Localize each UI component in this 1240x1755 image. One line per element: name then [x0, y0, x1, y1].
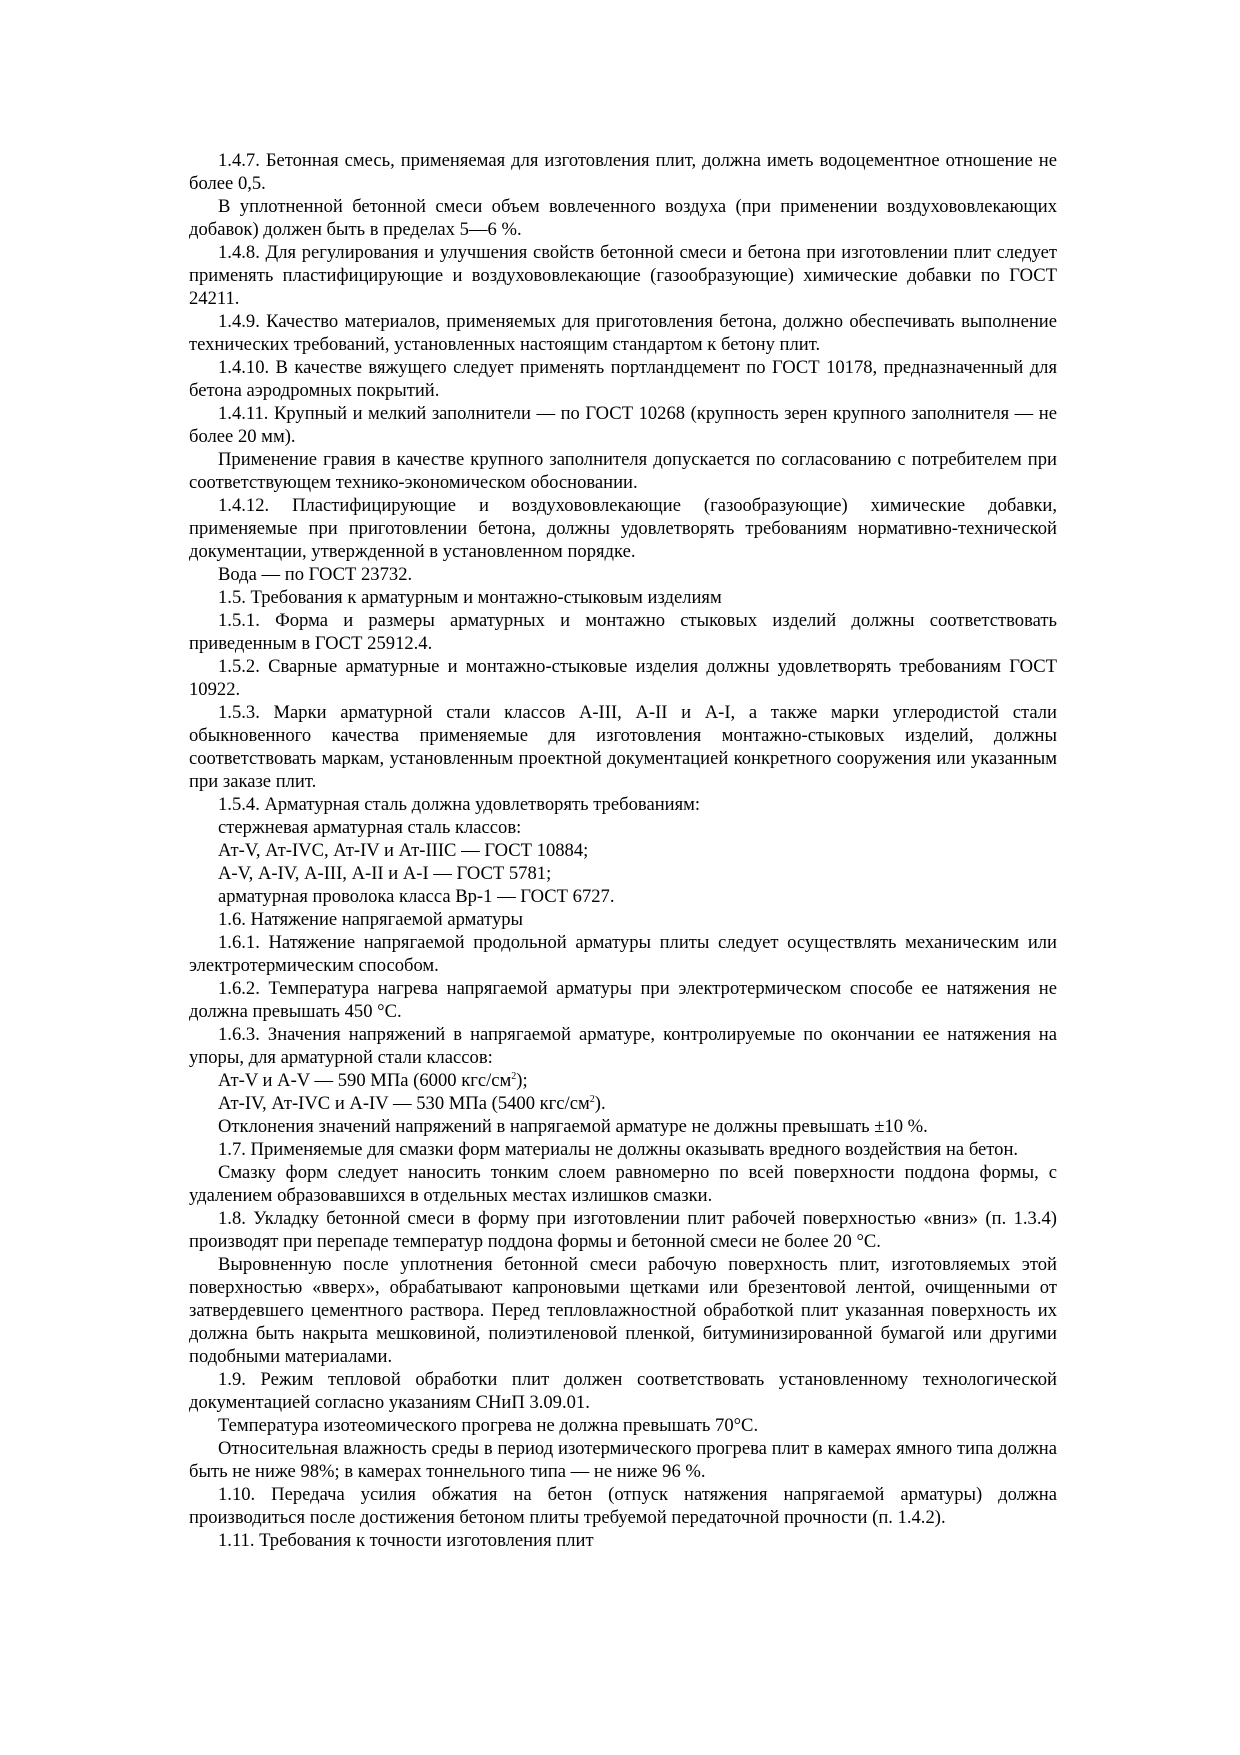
paragraph: 1.4.7. Бетонная смесь, применяемая для изготовления плит, должна иметь водоцементное отношение не более 0,5.: [189, 150, 1057, 194]
section-heading: 1.6. Натяжение напрягаемой арматуры: [218, 909, 524, 930]
paragraph: Смазку форм следует наносить тонким слоем равномерно по всей поверхности поддона формы, с удалением образовавшихся в отдельных местах излишков смазки.: [189, 1162, 1057, 1206]
list-item: стержневая арматурная сталь классов:: [218, 817, 522, 838]
list-item: Ат-V, Ат-IVC, Ат-IV и Ат-IIIC — ГОСТ 10884;: [218, 840, 589, 861]
paragraph: Отклонения значений напряжений в напрягаемой арматуре не должны превышать ±10 %.: [218, 1116, 928, 1137]
paragraph: 1.10. Передача усилия обжатия на бетон (отпуск натяжения напрягаемой арматуры) должна производиться после достижения бетоном плиты требуемой передаточной прочности (п. 1.4.2).: [189, 1484, 1057, 1528]
paragraph: 1.4.8. Для регулирования и улучшения свойств бетонной смеси и бетона при изготовлении плит следует применять пластифицирующие и воздухововлекающие (газообразующие) химические добавки по ГОСТ 24211.: [189, 242, 1057, 309]
list-item: [189, 1092, 1057, 1115]
section-heading: 1.5. Требования к арматурным и монтажно-стыковым изделиям: [218, 587, 722, 608]
superscript: 2: [589, 1093, 595, 1105]
paragraph: 1.6.3. Значения напряжений в напрягаемой арматуре, контролируемые по окончании ее натяжения на упоры, для арматурной стали классов:: [189, 1024, 1057, 1068]
paragraph: 1.5.4. Арматурная сталь должна удовлетворять требованиям:: [218, 794, 701, 815]
document-page: [189, 149, 1057, 1552]
paragraph: 1.5.3. Марки арматурной стали классов А-III, А-II и А-I, а также марки углеродистой стали обыкновенного качества применяемые для изготовления монтажно-стыковых изделий, должны соответствовать маркам, установленным проектной документацией конкретного сооружения или указанным при заказе плит.: [189, 702, 1057, 792]
list-item: арматурная проволока класса Вр-1 — ГОСТ 6727.: [218, 886, 615, 907]
paragraph: 1.4.12. Пластифицирующие и воздухововлекающие (газообразующие) химические добавки, применяемые при приготовлении бетона, должны удовлетворять требованиям нормативно-технической документации, утвержденной в установленном порядке.: [189, 495, 1057, 562]
paragraph: 1.4.9. Качество материалов, применяемых для приготовления бетона, должно обеспечивать выполнение технических требований, установленных настоящим стандартом к бетону плит.: [189, 311, 1057, 355]
paragraph: В уплотненной бетонной смеси объем вовлеченного воздуха (при применении воздухововлекающих добавок) должен быть в пределах 5—6 %.: [189, 196, 1057, 240]
paragraph: Применение гравия в качестве крупного заполнителя допускается по согласованию с потребителем при соответствующем технико-экономическом обосновании.: [189, 449, 1057, 493]
list-item: [189, 1069, 1057, 1092]
paragraph: Выровненную после уплотнения бетонной смеси рабочую поверхность плит, изготовляемых этой поверхностью «вверх», обрабатывают капроновыми щетками или брезентовой лентой, очищенными от затвердевшего цементного раствора. Перед тепловлажностной обработкой плит указанная поверхность их должна быть накрыта мешковиной, полиэтиленовой пленкой, битуминизированной бумагой или другими подобными материалами.: [189, 1254, 1057, 1367]
list-item: А-V, А-IV, А-III, А-II и А-I — ГОСТ 5781;: [218, 863, 552, 884]
list-item-text-end: ).: [594, 1093, 606, 1114]
paragraph: 1.9. Режим тепловой обработки плит должен соответствовать установленному технологической документацией согласно указаниям СНиП 3.09.01.: [189, 1369, 1057, 1413]
paragraph: 1.6.2. Температура нагрева напрягаемой арматуры при электротермическом способе ее натяжения не должна превышать 450 °С.: [189, 978, 1057, 1022]
section-heading: 1.11. Требования к точности изготовления плит: [218, 1530, 594, 1551]
paragraph: 1.6.1. Натяжение напрягаемой продольной арматуры плиты следует осуществлять механическим или электротермическим способом.: [189, 932, 1057, 976]
paragraph: 1.5.1. Форма и размеры арматурных и монтажно стыковых изделий должны соответствовать приведенным в ГОСТ 25912.4.: [189, 610, 1057, 654]
superscript: 2: [511, 1070, 517, 1082]
paragraph: 1.5.2. Сварные арматурные и монтажно-стыковые изделия должны удовлетворять требованиям ГОСТ 10922.: [189, 656, 1057, 700]
list-item-text: Ат-IV, Ат-IVC и А-IV — 530 МПа (5400 кгс/см: [218, 1093, 590, 1114]
paragraph: 1.8. Укладку бетонной смеси в форму при изготовлении плит рабочей поверхностью «вниз» (п. 1.3.4) производят при перепаде температур поддона формы и бетонной смеси не более 20 °С.: [189, 1208, 1057, 1252]
paragraph: 1.4.10. В качестве вяжущего следует применять портландцемент по ГОСТ 10178, предназначенный для бетона аэродромных покрытий.: [189, 357, 1057, 401]
paragraph: Вода — по ГОСТ 23732.: [218, 564, 413, 585]
paragraph: Относительная влажность среды в период изотермического прогрева плит в камерах ямного типа должна быть не ниже 98%; в камерах тоннельного типа — не ниже 96 %.: [189, 1438, 1057, 1482]
paragraph: Температура изотеомического прогрева не должна превышать 70°С.: [218, 1415, 759, 1436]
list-item-text-end: );: [516, 1070, 528, 1091]
paragraph: 1.7. Применяемые для смазки форм материалы не должны оказывать вредного воздействия на бетон.: [218, 1139, 1019, 1160]
list-item-text: Ат-V и А-V — 590 МПа (6000 кгс/см: [218, 1070, 512, 1091]
paragraph: 1.4.11. Крупный и мелкий заполнители — по ГОСТ 10268 (крупность зерен крупного заполнителя — не более 20 мм).: [189, 403, 1057, 447]
